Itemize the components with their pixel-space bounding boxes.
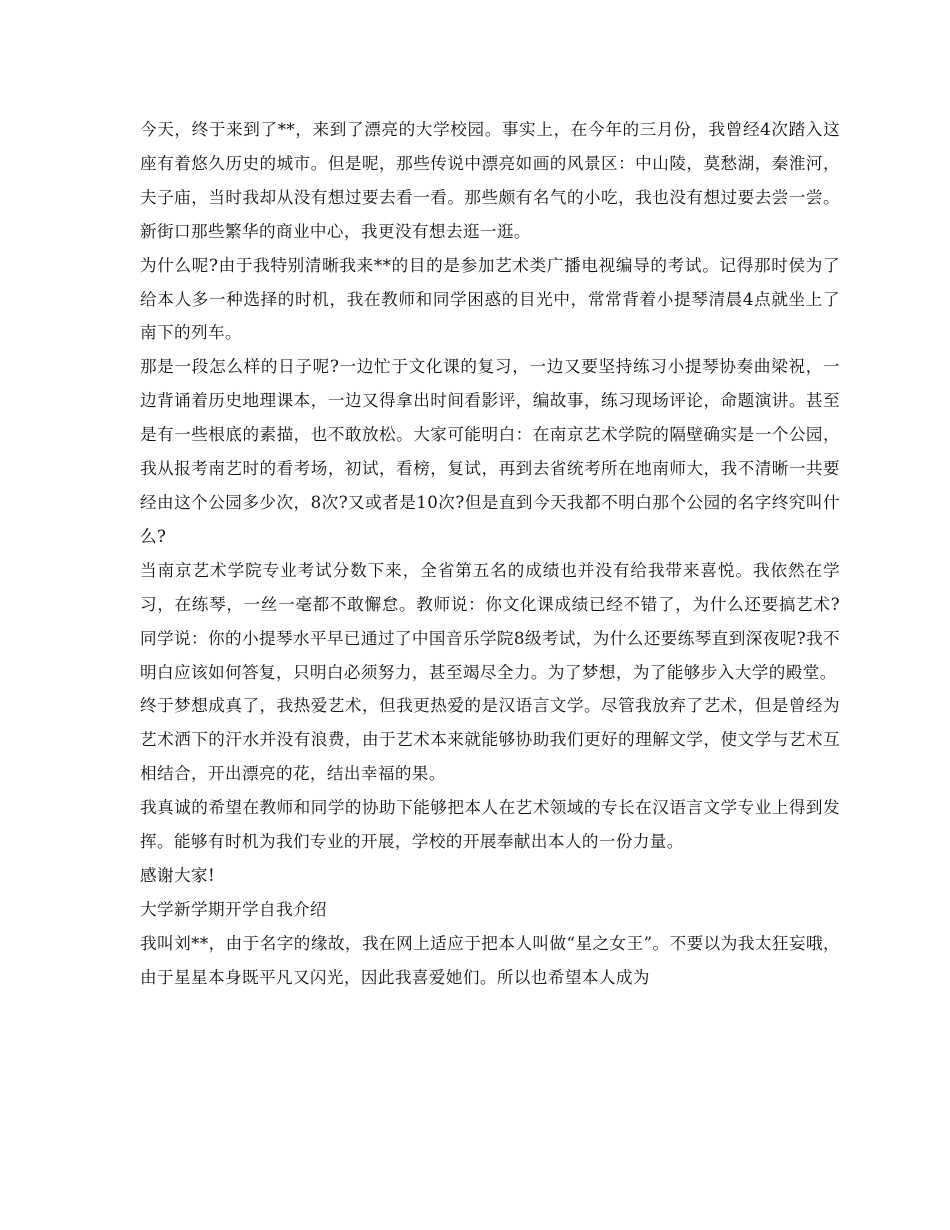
paragraph-dream: 终于梦想成真了，我热爱艺术，但我更热爱的是汉语言文学。尽管我放弃了艺术，但是曾经为艺术洒下的汗水并没有浪费，由于艺术本来就能够协助我们更好的理解文学，使文学与艺术互相结合，开出漂亮的花，结出幸福的果。: [140, 696, 840, 784]
paragraph-self-intro: 我叫刘**，由于名字的缘故，我在网上适应于把本人叫做“星之女王”。不要以为我太狂妄哦，由于星星本身既平凡又闪光，因此我喜爱她们。所以也希望本人成为: [140, 933, 840, 987]
paragraph-hope: 我真诚的希望在教师和同学的协助下能够把本人在艺术领域的专长在汉语言文学专业上得到发挥。能够有时机为我们专业的开展，学校的开展奉献出本人的一份力量。: [140, 798, 840, 852]
section-title: 大学新学期开学自我介绍: [140, 899, 327, 919]
paragraph-results: 当南京艺术学院专业考试分数下来，全省第五名的成绩也并没有给我带来喜悦。我依然在学习，在练琴，一丝一毫都不敢懈怠。教师说：你文化课成绩已经不错了，为什么还要搞艺术?同学说：你的小提琴水平早已通过了中国音乐学院8级考试，为什么还要练琴直到深夜呢?我不明白应该如何答复，只明白必须努力，甚至竭尽全力。为了梦想，为了能够步入大学的殿堂。: [140, 560, 841, 682]
paragraph-thanks: 感谢大家!: [140, 865, 216, 885]
paragraph-arrival: 今天，终于来到了**，来到了漂亮的大学校园。事实上，在今年的三月份，我曾经4次踏入这座有着悠久历史的城市。但是呢，那些传说中漂亮如画的风景区：中山陵，莫愁湖，秦淮河，夫子庙，当时我却从没有想过要去看一看。那些颇有名气的小吃，我也没有想过要去尝一尝。新街口那些繁华的商业中心，我更没有想去逛一逛。: [140, 120, 840, 241]
document-body: [140, 113, 840, 995]
paragraph-days: 那是一段怎么样的日子呢?一边忙于文化课的复习，一边又要坚持练习小提琴协奏曲梁祝，一边背诵着历史地理课本，一边又得拿出时间看影评，编故事，练习现场评论，命题演讲。甚至是有一些根底的素描，也不敢放松。大家可能明白：在南京艺术学院的隔壁确实是一个公园，我从报考南艺时的看考场，初试，看榜，复试，再到去省统考所在地南师大，我不清晰一共要经由这个公园多少次，8次?又或者是10次?但是直到今天我都不明白那个公园的名字终究叫什么?: [140, 357, 840, 546]
paragraph-why: 为什么呢?由于我特别清晰我来**的目的是参加艺术类广播电视编导的考试。记得那时侯为了给本人多一种选择的时机，我在教师和同学困惑的目光中，常常背着小提琴清晨4点就坐上了南下的列车。: [140, 255, 840, 343]
